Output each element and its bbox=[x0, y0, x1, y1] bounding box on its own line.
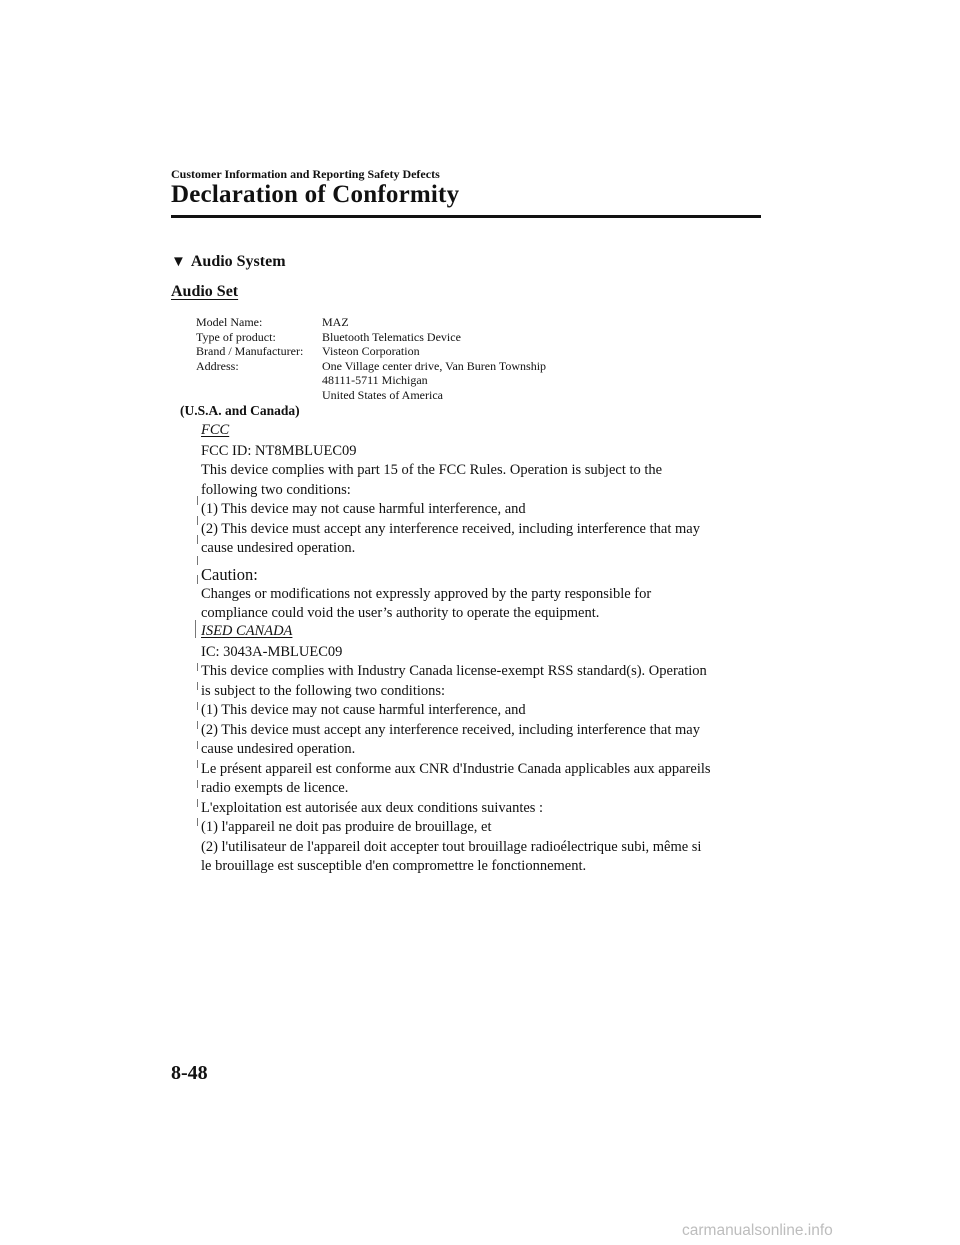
margin-tick bbox=[197, 535, 198, 544]
margin-tick bbox=[197, 702, 198, 710]
ised-line: le brouillage est susceptible d'en compromettre le fonctionnement. bbox=[201, 858, 587, 874]
margin-tick bbox=[197, 496, 198, 505]
subsection-heading: Audio Set bbox=[171, 283, 239, 300]
caution-title: Caution: bbox=[201, 564, 258, 584]
ised-line: L'exploitation est autorisée aux deux conditions suivantes : bbox=[201, 799, 544, 816]
margin-tick bbox=[197, 663, 198, 671]
spec-row bbox=[196, 330, 546, 345]
ised-line: Le présent appareil est conforme aux CNR d'Industrie Canada applicables aux appareils bbox=[201, 760, 711, 777]
spec-row bbox=[196, 359, 546, 403]
margin-tick bbox=[197, 721, 198, 729]
spec-value: Visteon Corporation bbox=[322, 344, 420, 358]
spec-label: Brand / Manufacturer: bbox=[196, 344, 304, 358]
margin-tick bbox=[195, 620, 196, 638]
ised-line: (2) l'utilisateur de l'appareil doit accepter tout brouillage radioélectrique subi, même si bbox=[201, 838, 702, 855]
margin-tick bbox=[197, 575, 198, 584]
fcc-heading: FCC bbox=[201, 422, 230, 438]
spec-label: Type of product: bbox=[196, 329, 276, 344]
region-label: (U.S.A. and Canada) bbox=[180, 403, 300, 418]
section-heading-text: Audio System bbox=[190, 253, 286, 270]
section-heading bbox=[171, 253, 286, 271]
margin-tick bbox=[197, 741, 198, 749]
margin-tick bbox=[197, 818, 198, 826]
ised-section bbox=[201, 622, 761, 877]
spec-value: MAZ bbox=[322, 315, 349, 329]
ised-line: (1) This device may not cause harmful interference, and bbox=[201, 702, 526, 718]
spec-value: One Village center drive, Van Buren Township bbox=[322, 358, 547, 373]
ised-line: IC: 3043A-MBLUEC09 bbox=[201, 643, 343, 660]
ised-line: radio exempts de licence. bbox=[201, 780, 349, 796]
triangle-down-icon: ▼ bbox=[171, 254, 186, 270]
margin-tick bbox=[197, 516, 198, 525]
ised-heading: ISED CANADA bbox=[201, 623, 293, 639]
ised-line: is subject to the following two conditions: bbox=[201, 682, 446, 699]
margin-tick bbox=[197, 780, 198, 788]
page-title: Declaration of Conformity bbox=[171, 181, 460, 208]
fcc-line: (2) This device must accept any interference received, including interference that may bbox=[201, 520, 700, 537]
fcc-line: This device complies with part 15 of the FCC Rules. Operation is subject to the bbox=[201, 462, 663, 478]
caution-line: Changes or modifications not expressly approved by the party responsible for bbox=[201, 585, 652, 602]
spec-value: United States of America bbox=[322, 387, 443, 402]
margin-tick bbox=[197, 682, 198, 690]
caution-line: compliance could void the user’s authority to operate the equipment. bbox=[201, 605, 600, 621]
fcc-section bbox=[201, 421, 761, 624]
fcc-line: (1) This device may not cause harmful interference, and bbox=[201, 501, 526, 517]
spec-value: 48111-5711 Michigan bbox=[322, 373, 428, 387]
fcc-line: cause undesired operation. bbox=[201, 540, 356, 556]
watermark: carmanualsonline.info bbox=[682, 1222, 833, 1239]
spec-label: Model Name: bbox=[196, 315, 263, 329]
product-spec-table bbox=[196, 315, 546, 402]
ised-line: (2) This device must accept any interference received, including interference that may bbox=[201, 721, 700, 738]
fcc-line: FCC ID: NT8MBLUEC09 bbox=[201, 442, 357, 459]
fcc-line: following two conditions: bbox=[201, 481, 351, 498]
margin-tick bbox=[197, 799, 198, 807]
spec-value-group bbox=[322, 359, 546, 403]
ised-line: (1) l'appareil ne doit pas produire de brouillage, et bbox=[201, 819, 492, 835]
spec-label: Address: bbox=[196, 358, 239, 373]
ised-line: cause undesired operation. bbox=[201, 741, 356, 757]
ised-line: This device complies with Industry Canada license-exempt RSS standard(s). Operation bbox=[201, 663, 707, 679]
breadcrumb: Customer Information and Reporting Safety Defects bbox=[171, 167, 440, 181]
spec-value: Bluetooth Telematics Device bbox=[322, 329, 461, 344]
spec-row bbox=[196, 344, 546, 359]
title-divider bbox=[171, 215, 761, 218]
margin-tick bbox=[197, 760, 198, 768]
spec-row bbox=[196, 315, 546, 330]
page-number: 8-48 bbox=[171, 1062, 208, 1084]
margin-tick bbox=[197, 556, 198, 565]
